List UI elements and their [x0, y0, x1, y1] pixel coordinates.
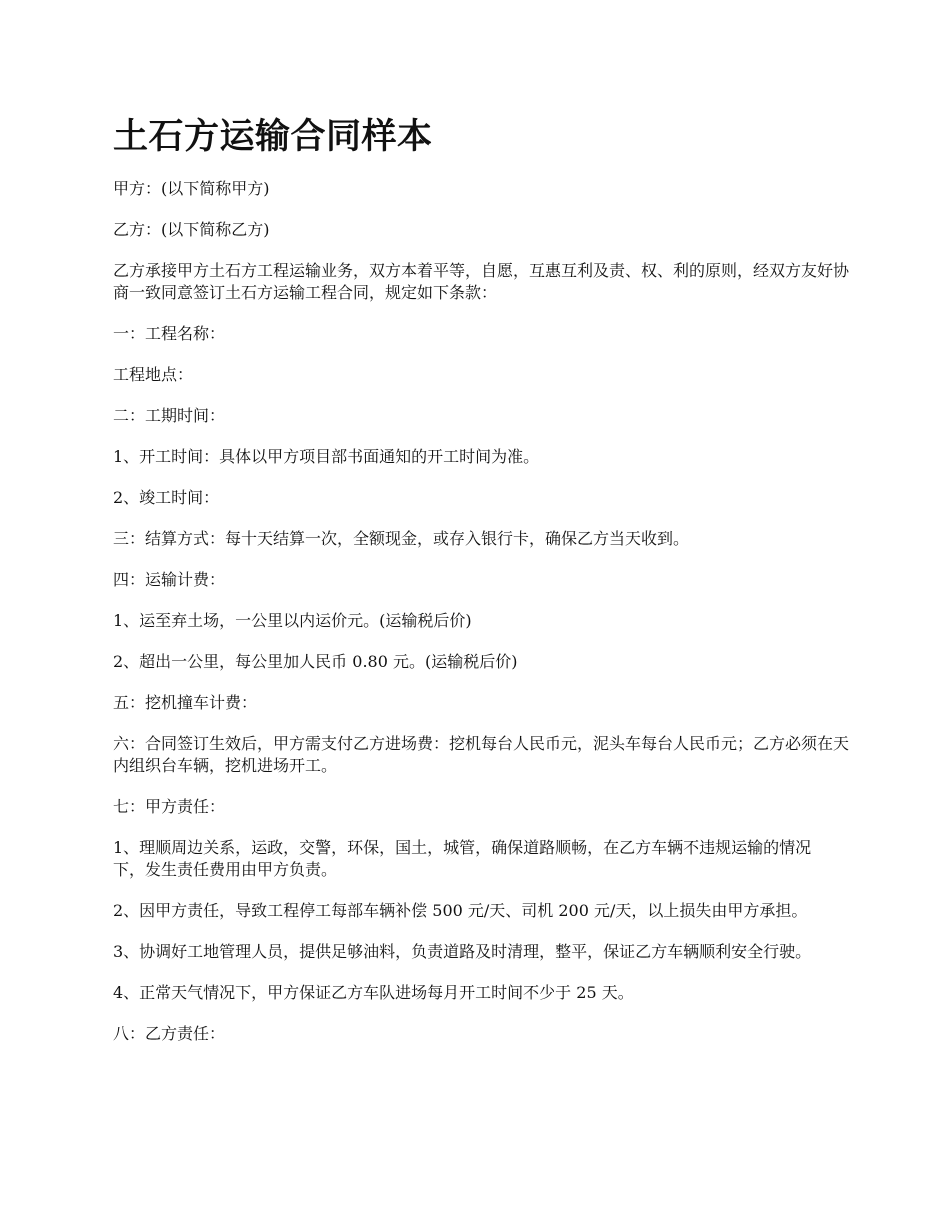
section-3-settlement: 三：结算方式：每十天结算一次，全额现金，或存入银行卡，确保乙方当天收到。 — [113, 529, 690, 548]
section-6-mobilization: 六：合同签订生效后，甲方需支付乙方进场费：挖机每台人民币元，泥头车每台人民币元；乙方必须在天内组织台车辆，挖机进场开工。 — [113, 734, 850, 775]
party-a-duty-3: 3、协调好工地管理人员，提供足够油料，负责道路及时清理，整平，保证乙方车辆顺利安全行驶。 — [113, 942, 812, 961]
fee-clause-1: 1、运至弃土场，一公里以内运价元。(运输税后价) — [113, 611, 472, 630]
fee-clause-2: 2、超出一公里，每公里加人民币 0.80 元。(运输税后价) — [113, 652, 518, 671]
section-7-party-a-duties: 七：甲方责任： — [113, 797, 226, 816]
section-8-party-b-duties: 八：乙方责任： — [113, 1024, 226, 1043]
party-a-duty-2: 2、因甲方责任，导致工程停工每部车辆补偿 500 元/天、司机 200 元/天，以上损失由甲方承担。 — [113, 901, 808, 920]
project-location: 工程地点： — [113, 365, 194, 384]
document-title: 土石方运输合同样本 — [113, 116, 433, 157]
party-a-line: 甲方：(以下简称甲方) — [113, 179, 270, 198]
party-a-duty-1: 1、理顺周边关系，运政，交警，环保，国土，城管，确保道路顺畅，在乙方车辆不违规运输的情况下，发生责任费用由甲方负责。 — [113, 838, 812, 879]
section-1-project-name: 一：工程名称： — [113, 324, 226, 343]
section-4-transport-fees: 四：运输计费： — [113, 570, 226, 589]
section-2-schedule: 二：工期时间： — [113, 406, 226, 425]
party-a-duty-4: 4、正常天气情况下，甲方保证乙方车队进场每月开工时间不少于 25 天。 — [113, 983, 634, 1002]
document-page — [113, 108, 853, 1064]
completion-time-clause: 2、竣工时间： — [113, 488, 220, 507]
contract-preamble: 乙方承接甲方土石方工程运输业务，双方本着平等，自愿，互惠互利及责、权、利的原则，经双方友好协商一致同意签订土石方运输工程合同，规定如下条款： — [113, 261, 850, 302]
party-b-line: 乙方：(以下简称乙方) — [113, 220, 270, 239]
section-5-excavator-fees: 五：挖机撞车计费： — [113, 693, 258, 712]
start-time-clause: 1、开工时间：具体以甲方项目部书面通知的开工时间为准。 — [113, 447, 540, 466]
